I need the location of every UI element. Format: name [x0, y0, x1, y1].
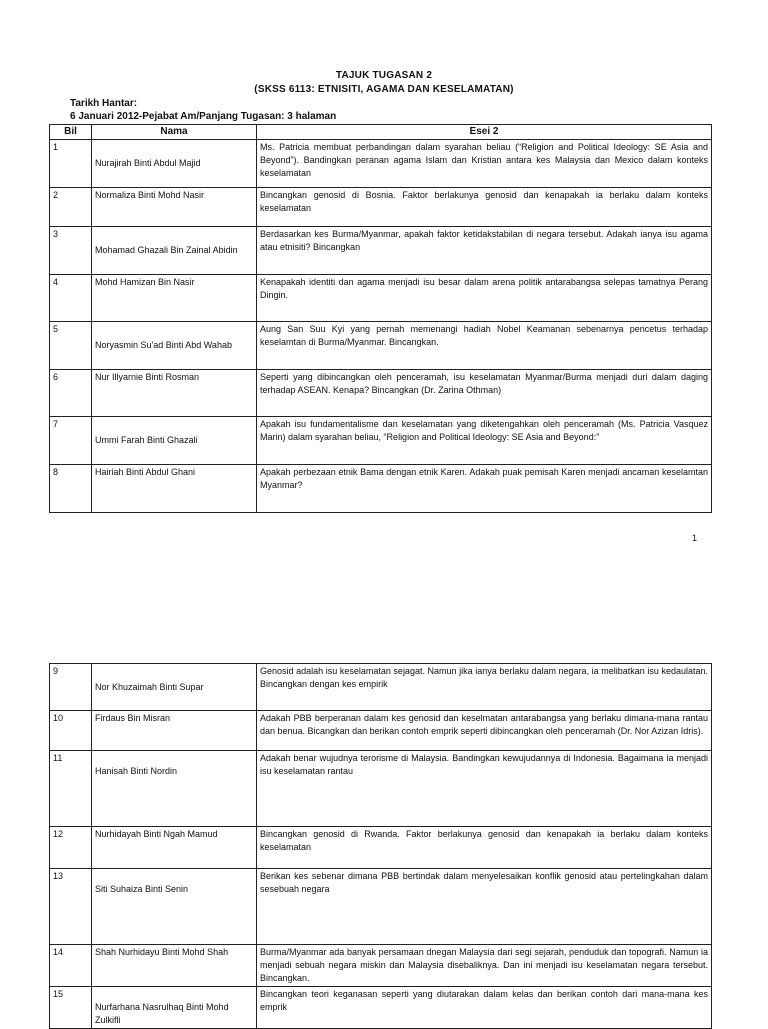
- row-nama: Siti Suhaiza Binti Senin: [92, 869, 257, 945]
- table-row: [50, 987, 712, 1029]
- row-nama: Nur Illyarnie Binti Rosman: [92, 370, 257, 417]
- row-nama: Normaliza Binti Mohd Nasir: [92, 188, 257, 227]
- table-row: [50, 711, 712, 751]
- row-esei: Adakah PBB berperanan dalam kes genosid dan keselmatan antarabangsa yang berlaku dimana-mana rantau dan benua. Bicangkan dan berikan contoh emprik seperti dibincangkan oleh penceramah (Dr. Nor Azizan Idris).: [257, 711, 712, 751]
- submission-info: [70, 97, 336, 123]
- row-esei: Bincangkan genosid di Rwanda. Faktor berlakunya genosid dan kenapakah ia berlaku dalam konteks keselamatan: [257, 827, 712, 869]
- table-row: [50, 140, 712, 188]
- table-row: [50, 827, 712, 869]
- document-title: [0, 69, 768, 97]
- row-bil: 9: [50, 664, 92, 711]
- row-esei: Berikan kes sebenar dimana PBB bertindak dalam menyelesaikan konflik genosid atau pertelingkahan dalam sesebuah negara: [257, 869, 712, 945]
- table-row: [50, 664, 712, 711]
- row-nama: Ummi Farah Binti Ghazali: [92, 417, 257, 465]
- row-bil: 7: [50, 417, 92, 465]
- page-number: 1: [692, 533, 698, 543]
- row-nama: Nurfarhana Nasrulhaq Binti Mohd Zulkifli: [92, 987, 257, 1029]
- row-bil: 3: [50, 227, 92, 275]
- row-bil: 13: [50, 869, 92, 945]
- row-nama: Mohd Hamizan Bin Nasir: [92, 275, 257, 322]
- row-esei: Burma/Myanmar ada banyak persamaan dnegan Malaysia dari segi sejarah, penduduk dan topografi. Namun ia menjadi sebuah negara miskin dan Malaysia disebaliknya. Dan ini menjadi isu keselamatan negara tersebut. Bincangkan.: [257, 945, 712, 987]
- row-esei: Apakah perbezaan etnik Bama dengan etnik Karen. Adakah puak pemisah Karen menjadi ancaman keselamtan Myanmar?: [257, 465, 712, 513]
- tarikh-value: 6 Januari 2012-Pejabat Am/Panjang Tugasan: 3 halaman: [70, 111, 337, 122]
- row-bil: 11: [50, 751, 92, 827]
- row-nama: Firdaus Bin Misran: [92, 711, 257, 751]
- row-nama: Hairiah Binti Abdul Ghani: [92, 465, 257, 513]
- title-line-2: (SKSS 6113: ETNISITI, AGAMA DAN KESELAMATAN): [254, 84, 514, 95]
- row-bil: 5: [50, 322, 92, 370]
- row-nama: Hanisah Binti Nordin: [92, 751, 257, 827]
- table-row: [50, 465, 712, 513]
- tarikh-label: Tarikh Hantar:: [70, 98, 138, 109]
- row-esei: Bincangkan teori keganasan seperti yang diutarakan dalam kelas dan berikan contoh dari mana-mana kes emprik: [257, 987, 712, 1029]
- table-row: [50, 945, 712, 987]
- row-bil: 1: [50, 140, 92, 188]
- row-nama: Nor Khuzaimah Binti Supar: [92, 664, 257, 711]
- header-esei: Esei 2: [257, 125, 712, 140]
- table-row: [50, 322, 712, 370]
- row-bil: 14: [50, 945, 92, 987]
- table-row: [50, 751, 712, 827]
- table-row: [50, 227, 712, 275]
- row-nama: Nurajirah Binti Abdul Majid: [92, 140, 257, 188]
- table-header-row: [50, 125, 712, 140]
- row-nama: Mohamad Ghazali Bin Zainal Abidin: [92, 227, 257, 275]
- row-bil: 4: [50, 275, 92, 322]
- row-esei: Aung San Suu Kyi yang pernah memenangi hadiah Nobel Keamanan sebenarnya pencetus terhadap keselamtan di Burma/Myanmar. Bincangkan.: [257, 322, 712, 370]
- table-row: [50, 188, 712, 227]
- row-esei: Adakah benar wujudnya terorisme di Malaysia. Bandingkan kewujudannya di Indonesia. Bagaimana ia menjadi isu keselamatan rantau: [257, 751, 712, 827]
- table-row: [50, 370, 712, 417]
- row-bil: 15: [50, 987, 92, 1029]
- row-esei: Bincangkan genosid di Bosnia. Faktor berlakunya genosid dan kenapakah ia berlaku dalam konteks keselamatan: [257, 188, 712, 227]
- row-bil: 10: [50, 711, 92, 751]
- header-nama: Nama: [92, 125, 257, 140]
- row-bil: 8: [50, 465, 92, 513]
- row-esei: Apakah isu fundamentalisme dan keselamatan yang diketengahkan oleh penceramah (Ms. Patricia Vasquez Marin) dalam syarahan beliau, “Religion and Political Ideology: SE Asia and Beyond:”: [257, 417, 712, 465]
- title-line-1: TAJUK TUGASAN 2: [335, 70, 433, 81]
- row-esei: Genosid adalah isu keselamatan sejagat. Namun jika ianya berlaku dalam negara, ia melibatkan isu kedaulatan. Bincangkan dengan kes empirik: [257, 664, 712, 711]
- row-bil: 2: [50, 188, 92, 227]
- row-bil: 12: [50, 827, 92, 869]
- assignment-table-page-2: [49, 663, 712, 1029]
- row-esei: Berdasarkan kes Burma/Myanmar, apakah faktor ketidakstabilan di negara tersebut. Adakah ianya isu agama atau etnisiti? Bincangkan: [257, 227, 712, 275]
- table-row: [50, 417, 712, 465]
- row-esei: Seperti yang dibincangkan oleh penceramah, isu keselamatan Myanmar/Burma menjadi duri dalam daging terhadap ASEAN. Kenapa? Bincangkan (Dr. Zarina Othman): [257, 370, 712, 417]
- row-esei: Kenapakah identiti dan agama menjadi isu besar dalam arena politik antarabangsa selepas tamatnya Perang Dingin.: [257, 275, 712, 322]
- assignment-table-page-1: [49, 124, 712, 513]
- row-nama: Nurhidayah Binti Ngah Mamud: [92, 827, 257, 869]
- row-esei: Ms. Patricia membuat perbandingan dalam syarahan beliau (“Religion and Political Ideology: SE Asia and Beyond”). Bandingkan peranan agama Islam dan Kristian antara kes Malaysia dan Mexico dalam konteks keselamatan: [257, 140, 712, 188]
- row-nama: Noryasmin Su'ad Binti Abd Wahab: [92, 322, 257, 370]
- row-bil: 6: [50, 370, 92, 417]
- table-row: [50, 275, 712, 322]
- row-nama: Shah Nurhidayu Binti Mohd Shah: [92, 945, 257, 987]
- header-bil: Bil: [50, 125, 92, 140]
- table-row: [50, 869, 712, 945]
